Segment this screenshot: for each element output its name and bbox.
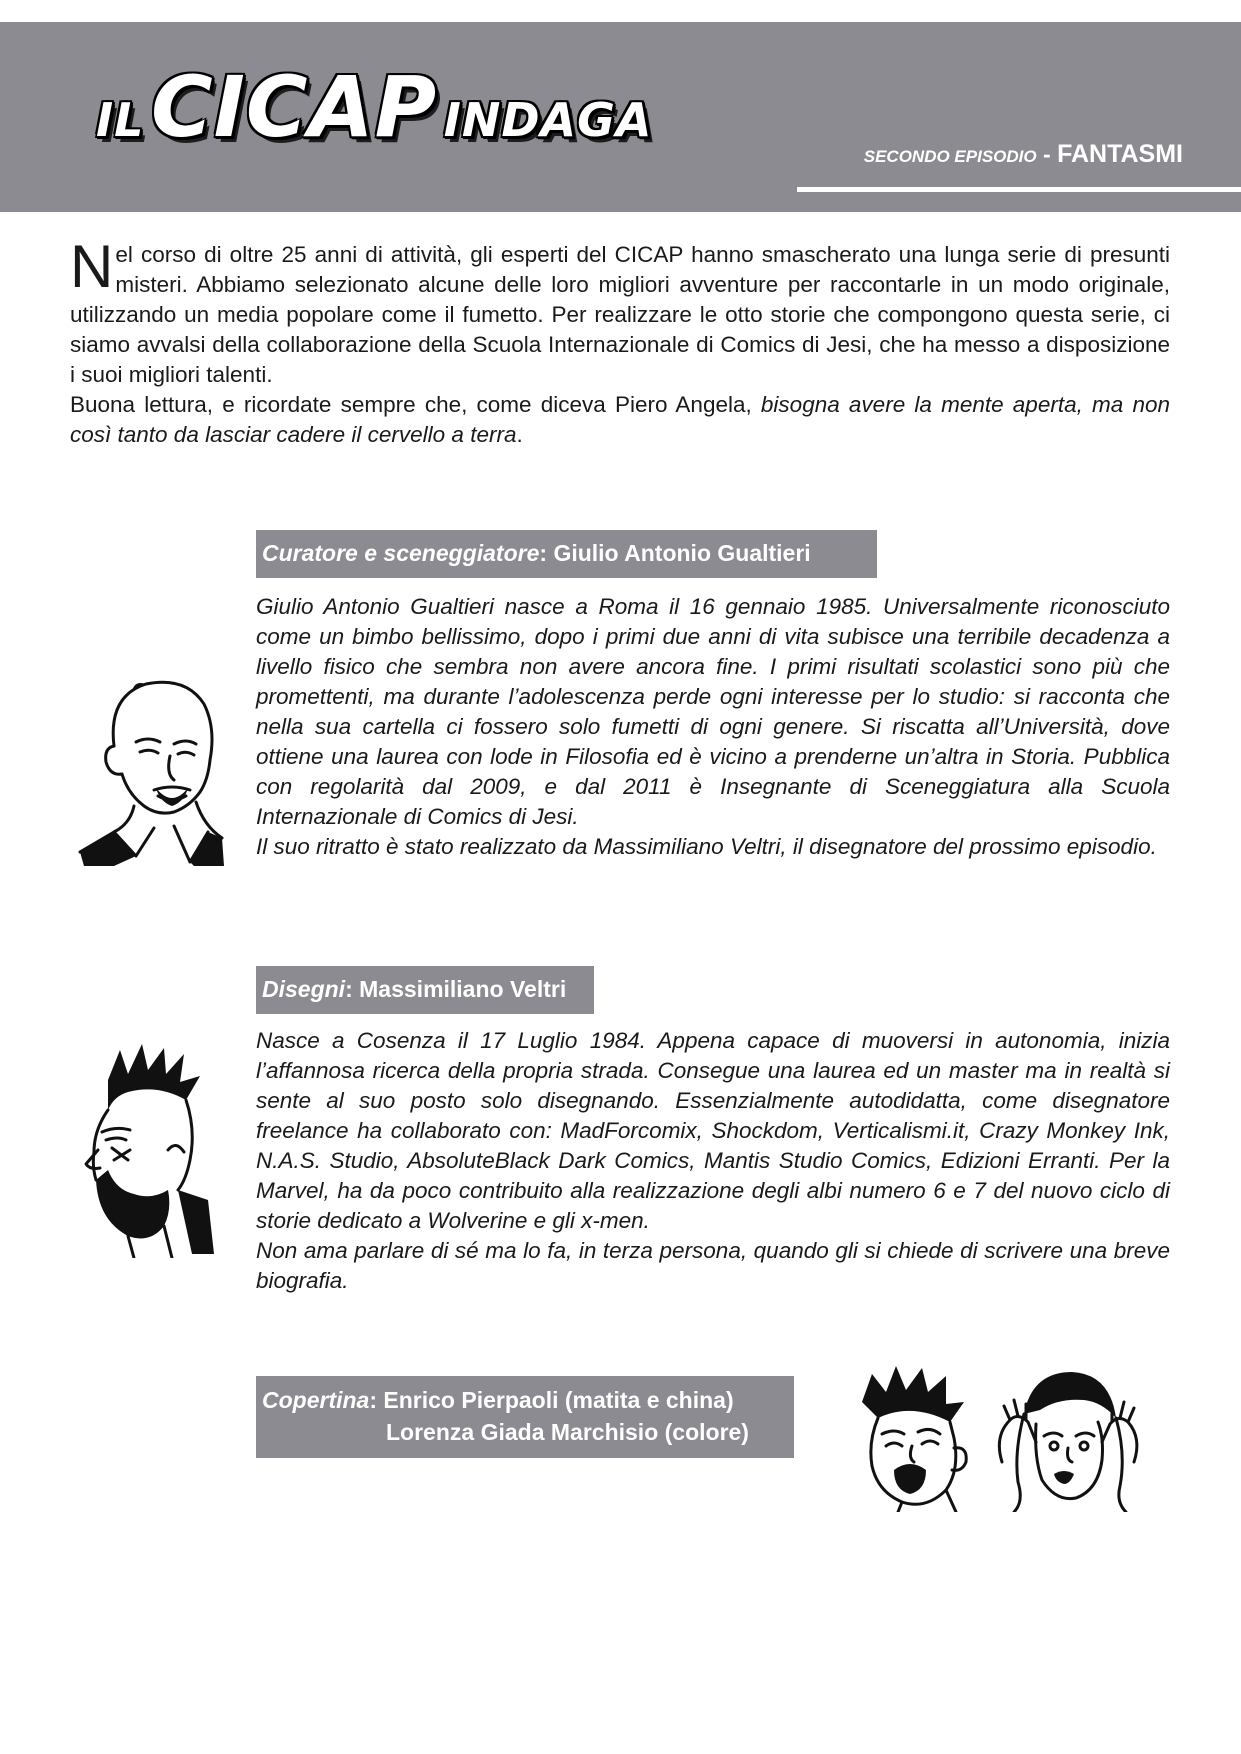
bald-man-portrait-icon (74, 656, 224, 866)
bio-artist (256, 1026, 1170, 1296)
episode-label: SECONDO EPISODIO (863, 147, 1037, 166)
logo-part-indaga: INDAGA (443, 93, 653, 147)
credit-label-artist (256, 966, 594, 1014)
bio-text: Nasce a Cosenza il 17 Luglio 1984. Appena capace di muoversi in autonomia, inizia l’affannosa ricerca della propria strada. Consegue una laurea ed un master ma in realtà si sente al suo posto solo disegnando. Essenzialmente autodidatta, come disegnatore freelance ha collaborato con: MadForcomix, Shockdom, Verticalismi.it, Crazy Monkey Ink, N.A.S. Studio, AbsoluteBlack Dark Comics, Mantis Studio Comics, Edizioni Erranti. Per la Marvel, ha da poco contribuito alla realizzazione degli albi numero 6 e 7 del nuovo ciclo di storie dedicato a Wolverine e gli x-men. (256, 1028, 1170, 1233)
credit-separator: : (345, 976, 360, 1002)
header-rule (797, 187, 1241, 192)
credit-role: Copertina (262, 1387, 370, 1413)
episode-heading (864, 140, 1183, 169)
intro-closing-end: . (516, 422, 523, 447)
series-logo (96, 58, 652, 156)
credit-label-writer (256, 530, 877, 578)
intro-closing: Buona lettura, e ricordate sempre che, come diceva Piero Angela, (70, 392, 761, 417)
credit-name-line1: Enrico Pierpaoli (matita e china) (383, 1387, 734, 1413)
logo-part-cicap: CICAP (151, 58, 438, 156)
credit-label-cover (256, 1376, 794, 1458)
credit-role: Curatore e sceneggiatore (262, 540, 540, 566)
episode-title: FANTASMI (1057, 140, 1183, 168)
bio-note: Non ama parlare di sé ma lo fa, in terza persona, quando gli si chiede di scrivere una breve biografia. (256, 1238, 1170, 1293)
bio-writer (256, 592, 1170, 862)
intro-text: el corso di oltre 25 anni di attività, gli esperti del CICAP hanno smascherato una lunga serie di presunti misteri. Abbiamo selezionato alcune delle loro migliori avventure per raccontarle in un modo originale, utilizzando un media popolare come il fumetto. Per realizzare le otto storie che compongono questa serie, ci siamo avvalsi della collaborazione della Scuola Internazionale di Comics di Jesi, che ha messo a disposizione i suoi migliori talenti. (70, 242, 1170, 387)
drop-cap: N (70, 233, 114, 300)
credit-role: Disegni (262, 976, 346, 1002)
screaming-man-icon (842, 1362, 978, 1512)
bio-text: Giulio Antonio Gualtieri nasce a Roma il 16 gennaio 1985. Universalmente riconosciuto come un bimbo bellissimo, dopo i primi due anni di vita subisce una terribile decadenza a livello fisico che sembra non avere ancora fine. I primi risultati scolastici sono più che promettenti, ma durante l’adolescenza perde ogni interesse per lo studio: si racconta che nella sua cartella ci fossero solo fumetti di ogni genere. Si riscatta all’Università, dove ottiene una laurea con lode in Filosofia ed è vicino a prenderne un’altra in Storia. Pubblica con regolarità dal 2009, e dal 2011 è Insegnante di Sceneggiatura alla Scuola Internazionale di Comics di Jesi. (256, 594, 1170, 829)
credit-separator: : (369, 1387, 384, 1413)
bio-note: Il suo ritratto è stato realizzato da Massimiliano Veltri, il disegnatore del prossimo episodio. (256, 834, 1157, 859)
credit-separator: : (539, 540, 554, 566)
intro-paragraph (70, 233, 1170, 450)
episode-separator: - (1036, 141, 1058, 167)
credit-name: Giulio Antonio Gualtieri (553, 540, 811, 566)
screaming-woman-icon (984, 1362, 1144, 1512)
credit-name-line2: Lorenza Giada Marchisio (colore) (386, 1419, 749, 1445)
logo-part-il: IL (96, 93, 145, 147)
credit-name: Massimiliano Veltri (359, 976, 567, 1002)
intro-quote: bisogna avere la mente aperta, ma non così tanto da lasciar cadere il cervello a terra (70, 392, 1170, 447)
bearded-man-portrait-icon (68, 1040, 218, 1258)
